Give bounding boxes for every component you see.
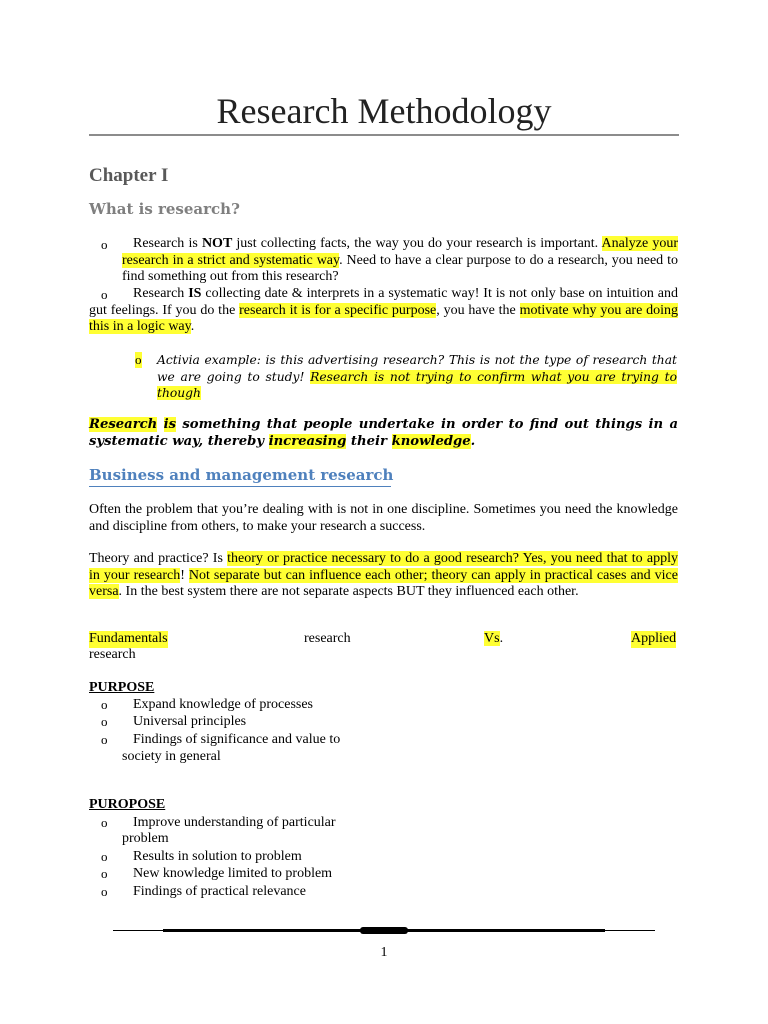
text: . In the best system there are not separate aspects BUT they influenced each other. [118, 584, 579, 600]
section-heading-business-management: Business and management research [89, 466, 394, 484]
highlight: motivate why you are doing this in a logic way [89, 302, 679, 335]
emphasis-not: NOT [201, 236, 233, 251]
applied-label: Applied [631, 631, 677, 646]
activia-example [157, 352, 677, 402]
text: Research is [133, 236, 202, 251]
text: . [499, 631, 504, 646]
highlight: Analyze your research in a strict and systematic way [122, 236, 678, 268]
bullet-marker: o [101, 237, 108, 252]
bullet-marker: o [101, 287, 108, 302]
highlight: increasing [268, 433, 347, 449]
text: Theory and practice? Is [89, 551, 228, 566]
bullet-research-is [89, 286, 678, 336]
bullet-marker: o [101, 732, 108, 747]
list-item-continuation: society in general [122, 749, 221, 764]
bullet-marker: o [101, 849, 108, 864]
list-item-continuation: problem [122, 831, 169, 846]
highlight: Vs [484, 631, 500, 646]
list-item: Findings of significance and value to [133, 732, 341, 747]
research-definition [89, 417, 678, 450]
text: Activia example: is this advertising research? This is not the type of research that we are going to study! [157, 353, 677, 384]
purpose-heading: PUROPOSE [89, 797, 166, 812]
text: . Need to have a clear purpose to do a research, you need to find something out from this research? [122, 252, 678, 285]
bullet-marker: o [101, 884, 108, 899]
chapter-heading: Chapter I [89, 165, 169, 186]
text: . [190, 319, 195, 335]
highlight: Research is not trying to confirm what you are trying to though [157, 369, 677, 400]
text: Research [133, 286, 189, 301]
bullet-research-not [122, 236, 678, 286]
text: their [346, 433, 392, 449]
versus-label [484, 631, 503, 648]
sub-bullet-marker: o [135, 352, 142, 367]
highlight: Research [89, 417, 158, 432]
paragraph-theory-practice [89, 551, 678, 601]
text: . [470, 433, 476, 449]
research-word: research [89, 647, 136, 662]
purpose-heading: PURPOSE [89, 680, 155, 695]
list-item: Universal principles [133, 714, 247, 729]
highlight: is [163, 417, 177, 432]
text: just collecting facts, the way you do your research is important. [232, 236, 602, 251]
title-underline [89, 134, 679, 136]
highlight: theory or practice necessary to do a good research? Yes, you need that to apply in your research [89, 551, 678, 583]
section-heading-what-is-research: What is research? [89, 200, 240, 218]
text: ! [180, 567, 189, 583]
bullet-marker: o [101, 714, 108, 729]
fundamentals-label: Fundamentals [89, 631, 168, 646]
list-item: Expand knowledge of processes [133, 697, 314, 712]
list-item: Results in solution to problem [133, 849, 302, 864]
list-item: New knowledge limited to problem [133, 866, 333, 881]
text: , you have the [436, 302, 520, 318]
text: something that people undertake in order to find out things in a systematic way, thereby [89, 417, 678, 449]
research-word: research [304, 631, 351, 646]
text [157, 417, 163, 432]
heading-underline [89, 486, 391, 487]
paragraph-discipline: Often the problem that you’re dealing with is not in one discipline. Sometimes you need the knowledge and discipline from others, to make your research a success. [89, 502, 678, 534]
highlight: Not separate but can influence each other; theory can apply in practical cases and vice versa [89, 567, 678, 600]
emphasis-is: IS [188, 286, 202, 301]
page-number: 1 [380, 945, 388, 960]
bullet-marker: o [101, 866, 108, 881]
document-title: Research Methodology [216, 91, 552, 131]
footer-ornament [360, 927, 408, 934]
list-item: Findings of practical relevance [133, 884, 306, 899]
highlight: research it is for a specific purpose [239, 302, 437, 318]
bullet-marker: o [101, 815, 108, 830]
highlight: knowledge [391, 433, 471, 449]
list-item: Improve understanding of particular [133, 815, 336, 830]
text: collecting date & interprets in a systematic way! It is not only base on intuition and gut feelings. If you do the [89, 286, 678, 318]
bullet-marker: o [101, 697, 108, 712]
